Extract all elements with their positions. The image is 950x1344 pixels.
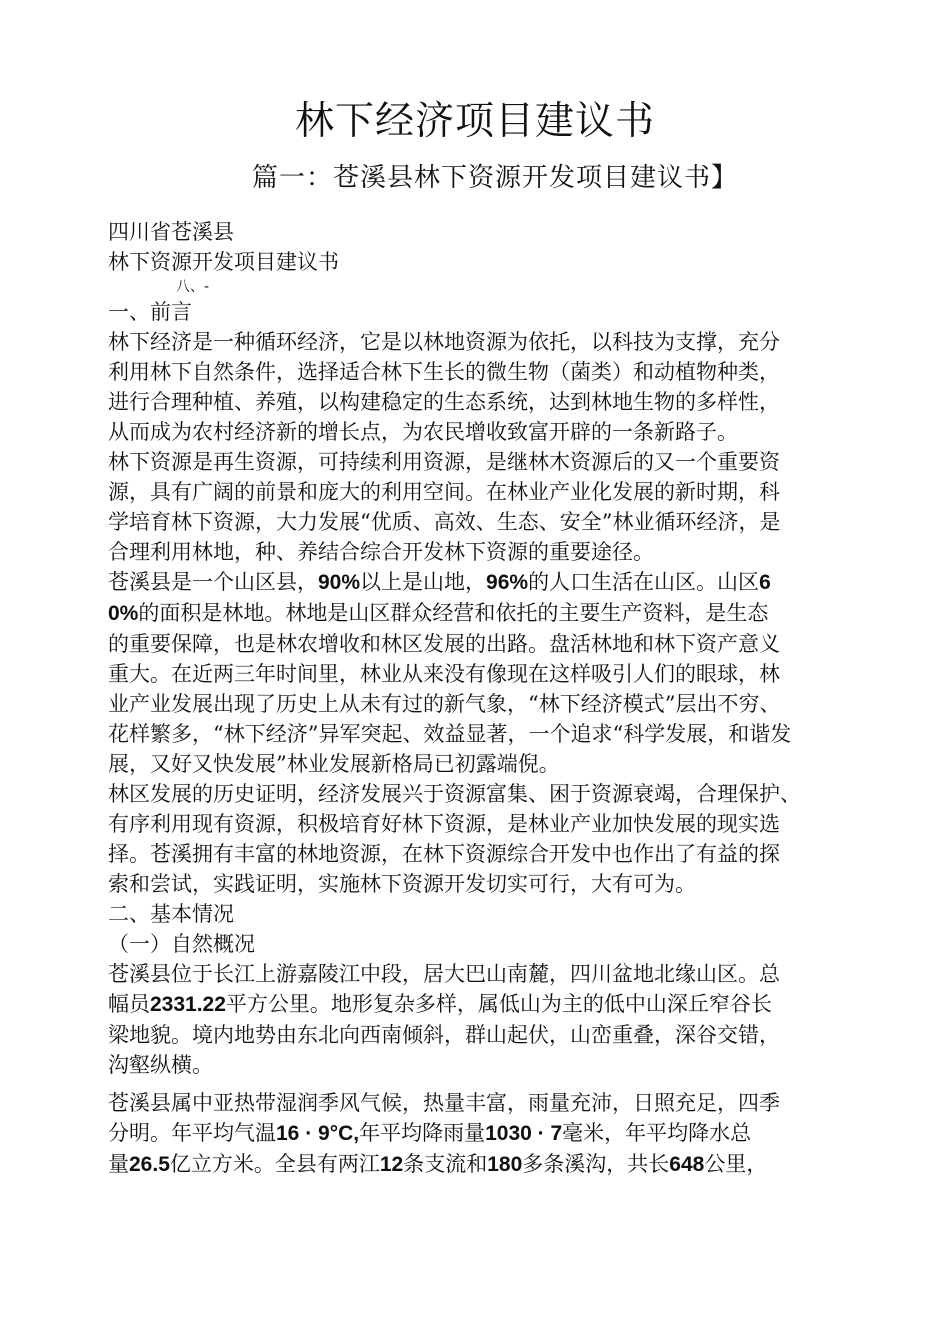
paragraph-gap xyxy=(108,1080,868,1088)
number-run: 6 xyxy=(759,571,771,594)
number-run: 648 xyxy=(669,1153,705,1176)
number-run: 12 xyxy=(379,1153,404,1176)
doc-line: 林下资源开发项目建议书 xyxy=(108,250,339,274)
paragraph-line xyxy=(108,567,868,598)
text-run: 年平均降雨量 xyxy=(359,1121,486,1145)
paragraph-line: 林下资源是再生资源，可持续利用资源，是继林木资源后的又一个重要资 xyxy=(108,450,780,474)
text-run: 毫米，年平均降水总 xyxy=(562,1121,752,1145)
location-line: 四川省苍溪县 xyxy=(108,220,234,244)
section-heading-basic: 二、基本情况 xyxy=(108,902,234,926)
document-title: 林下经济项目建议书 xyxy=(294,99,655,144)
number-run: 180 xyxy=(487,1153,523,1176)
text-run: 的人口生活在山区。山区 xyxy=(528,570,760,594)
paragraph-line: 苍溪县属中亚热带湿润季风气候，热量丰富，雨量充沛，日照充足，四季 xyxy=(108,1091,780,1115)
number-run: 96% xyxy=(486,571,529,594)
number-run: 1030 · 7 xyxy=(485,1122,563,1145)
number-run: 2331.22 xyxy=(150,993,226,1016)
document-body xyxy=(108,217,868,1180)
paragraph-line: 利用林下自然条件，选择适合林下生长的微生物（菌类）和动植物种类， xyxy=(108,360,780,384)
paragraph-line: 学培育林下资源，大力发展“优质、高效、生态、安全”林业循环经济，是 xyxy=(108,510,781,534)
text-run: 量 xyxy=(108,1152,129,1176)
text-run: 幅员 xyxy=(108,992,150,1016)
text-run: 以上是山地， xyxy=(360,570,487,594)
text-run: 平方公里。地形复杂多样，属低山为主的低中山深丘窄谷长 xyxy=(225,992,772,1016)
number-run: 0% xyxy=(108,602,139,625)
paragraph-line: 进行合理种植、养殖，以构建稳定的生态系统，达到林地生物的多样性， xyxy=(108,390,780,414)
paragraph-line: 林区发展的历史证明，经济发展兴于资源富集、困于资源衰竭，合理保护、 xyxy=(108,782,801,806)
text-run: 的面积是林地。林地是山区群众经营和依托的主要生产资料，是生态 xyxy=(138,601,769,625)
paragraph-line: 重大。在近两三年时间里，林业从来没有像现在这样吸引人们的眼球，林 xyxy=(108,662,780,686)
text-run: 苍溪县是一个山区县， xyxy=(108,570,318,594)
paragraph-line: 源，具有广阔的前景和庞大的利用空间。在林业产业化发展的新时期，科 xyxy=(108,480,780,504)
text-run: 多条溪沟，共长 xyxy=(522,1152,670,1176)
paragraph-line: 梁地貌。境内地势由东北向西南倾斜，群山起伏，山峦重叠，深谷交错， xyxy=(108,1023,780,1047)
paragraph-line: 有序利用现有资源，积极培育好林下资源，是林业产业加快发展的现实选 xyxy=(108,812,780,836)
paragraph-line xyxy=(108,598,868,629)
number-run: 16 · 9°C, xyxy=(276,1122,360,1145)
paragraph-line xyxy=(108,989,868,1020)
stray-mark: 八、- xyxy=(176,279,210,295)
paragraph-line: 合理利用林地，种、养结合综合开发林下资源的重要途径。 xyxy=(108,540,654,564)
document-subtitle: 篇一：苍溪县林下资源开发项目建议书】 xyxy=(251,163,738,193)
paragraph-line: 从而成为农村经济新的增长点，为农民增收致富开辟的一条新路子。 xyxy=(108,420,738,444)
paragraph-line: 业产业发展出现了历史上从未有过的新气象，“林下经济模式”层出不穷、 xyxy=(108,692,781,716)
text-run: 亿立方米。全县有两江 xyxy=(169,1152,380,1176)
paragraph-line: 苍溪县位于长江上游嘉陵江中段，居大巴山南麓，四川盆地北缘山区。总 xyxy=(108,962,780,986)
section-heading-intro: 一、前言 xyxy=(108,300,192,324)
paragraph-line: 花样繁多，“林下经济”异军突起、效益显著，一个追求“科学发展，和谐发 xyxy=(108,722,792,746)
text-run: 分明。年平均气温 xyxy=(108,1121,276,1145)
paragraph-line: 展，又好又快发展”林业发展新格局已初露端倪。 xyxy=(108,752,560,776)
number-run: 90% xyxy=(318,571,361,594)
paragraph-line: 的重要保障，也是林农增收和林区发展的出路。盘活林地和林下资产意义 xyxy=(108,632,780,656)
subsection-heading-natural: （一）自然概况 xyxy=(108,932,255,956)
text-run: 条支流和 xyxy=(403,1152,488,1176)
text-run: 公里， xyxy=(704,1152,768,1176)
paragraph-line: 林下经济是一种循环经济，它是以林地资源为依托，以科技为支撑，充分 xyxy=(108,330,780,354)
paragraph-line xyxy=(108,1118,868,1149)
paragraph-line: 索和尝试，实践证明，实施林下资源开发切实可行，大有可为。 xyxy=(108,872,696,896)
number-run: 26.5 xyxy=(129,1153,170,1176)
paragraph-line xyxy=(108,1149,868,1180)
paragraph-line: 沟壑纵横。 xyxy=(108,1053,213,1077)
paragraph-line: 择。苍溪拥有丰富的林地资源，在林下资源综合开发中也作出了有益的探 xyxy=(108,842,780,866)
